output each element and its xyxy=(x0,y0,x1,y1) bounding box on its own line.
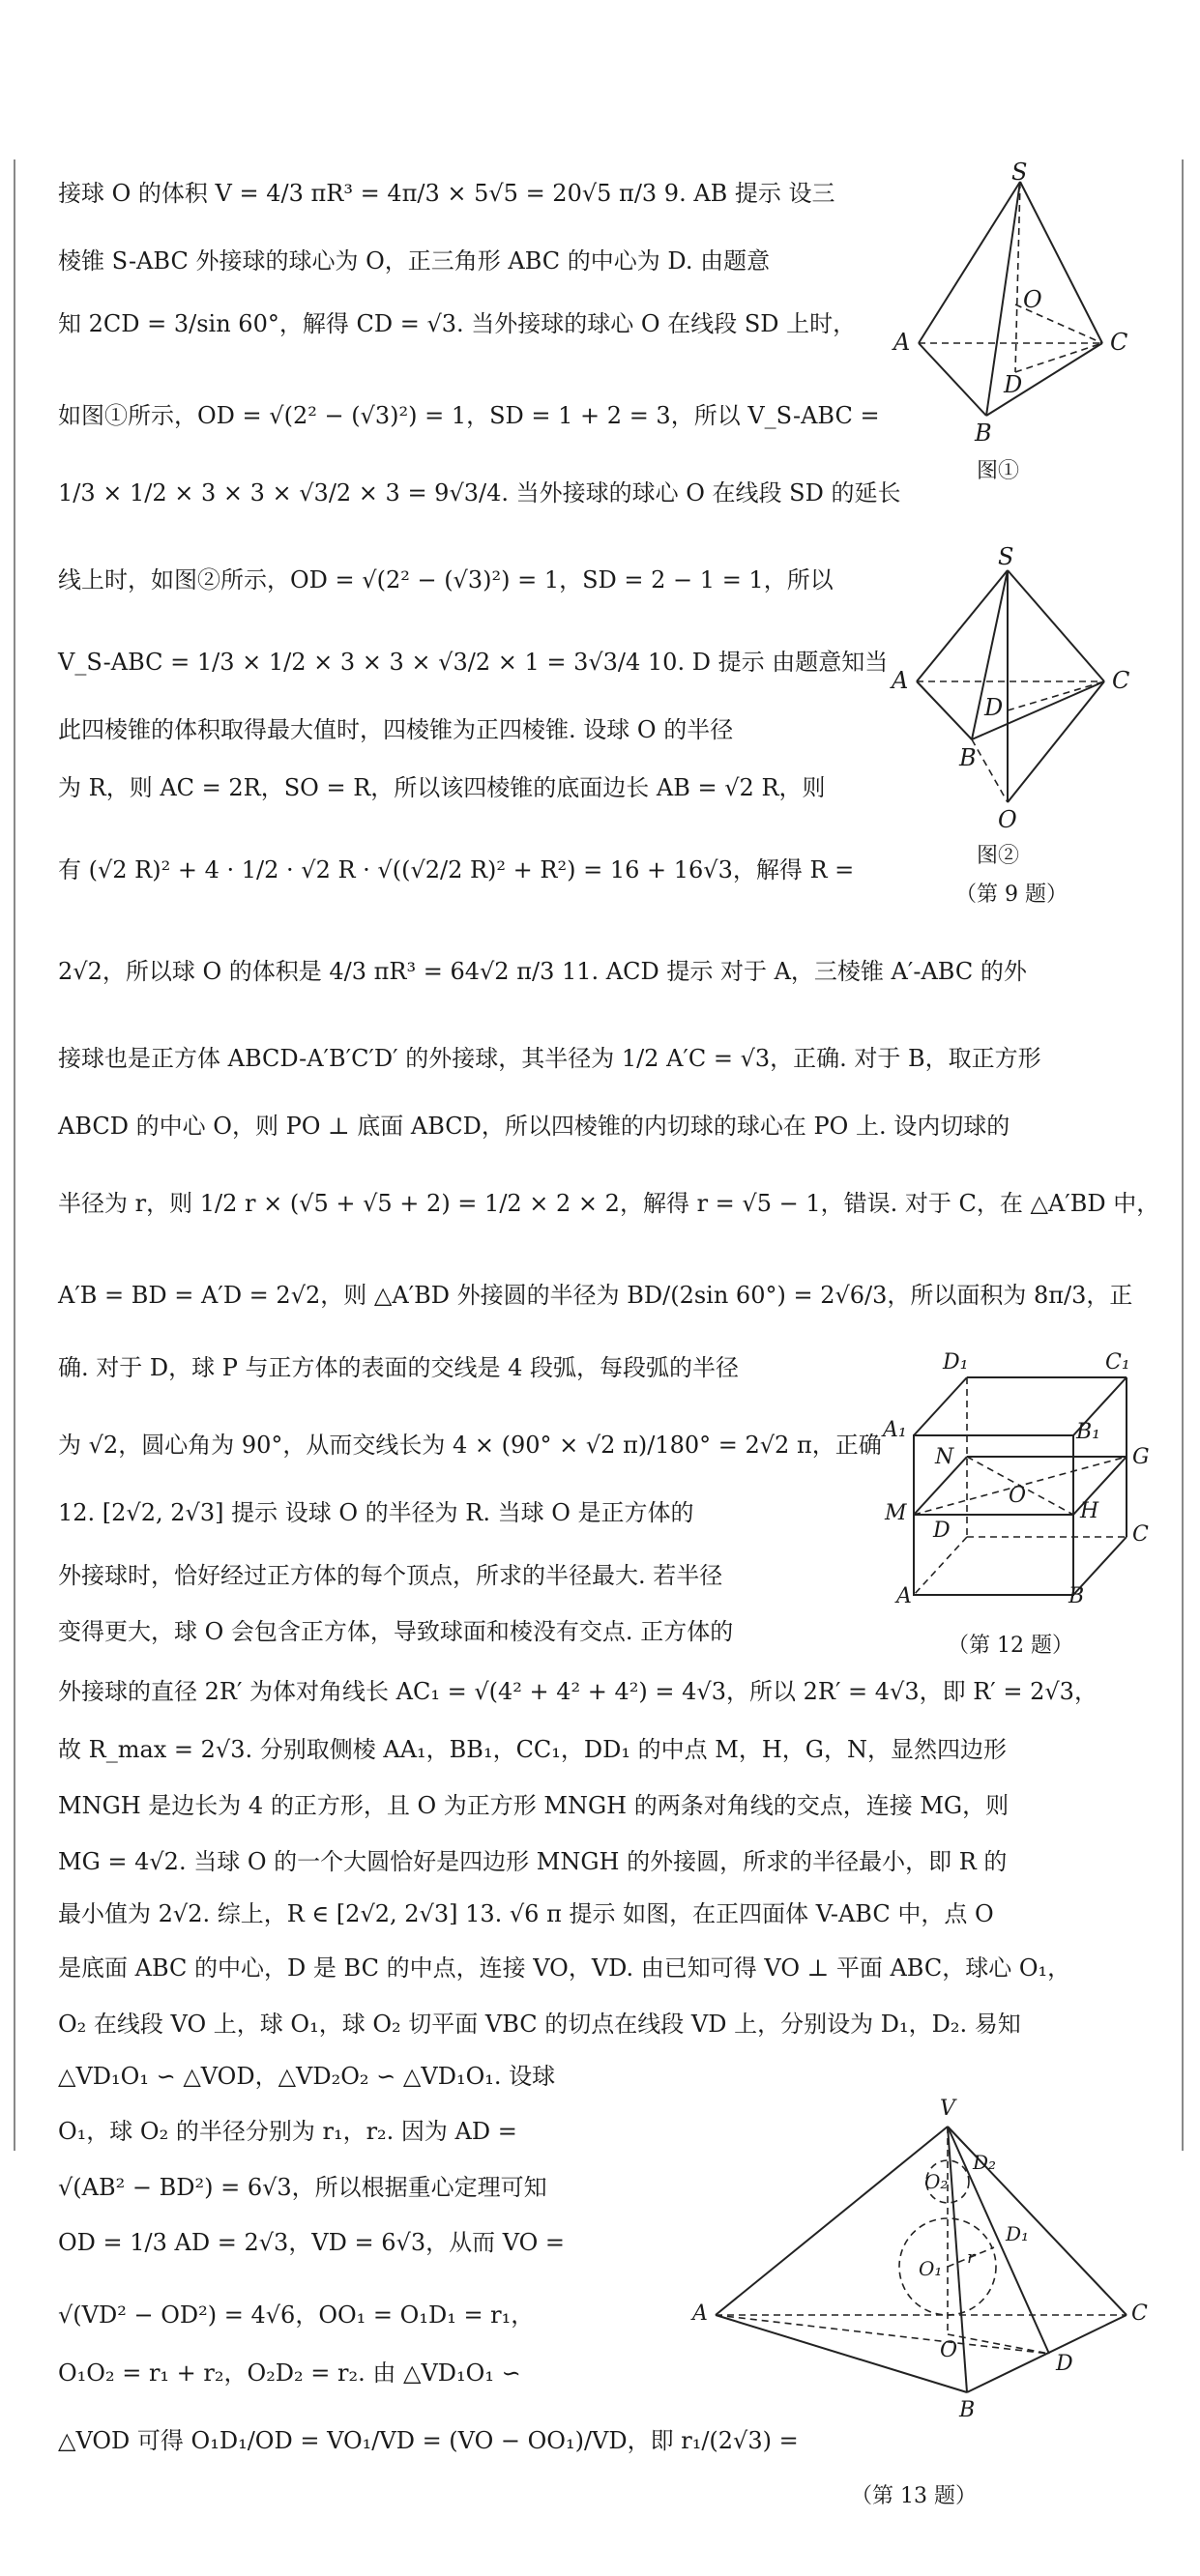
fig13-label-c: C xyxy=(1131,2301,1148,2326)
fig12-label-c: C xyxy=(1132,1522,1149,1547)
text-line-27: O₂ 在线段 VO 上，球 O₁，球 O₂ 切平面 VBC 的切点在线段 VD 上，分别设为 D₁，D₂. 易知 xyxy=(58,2011,1021,2038)
fig1-label-b: B xyxy=(975,420,992,447)
figure-12-caption: （第 12 题） xyxy=(948,1634,1073,1658)
fig1-label-s: S xyxy=(1011,159,1028,186)
right-margin-rule xyxy=(1182,159,1184,2151)
figure-13-tetrahedron xyxy=(687,2097,1151,2422)
text-line-20: 变得更大，球 O 会包含正方体，导致球面和棱没有交点. 正方体的 xyxy=(58,1618,734,1645)
fig12-label-c1: C₁ xyxy=(1105,1350,1130,1375)
text-line-28: △VD₁O₁ ∽ △VOD，△VD₂O₂ ∽ △VD₁O₁. 设球 xyxy=(58,2063,556,2090)
text-line-1: 接球 O 的体积 V = 4/3 πR³ = 4π/3 × 5√5 = 20√5 π/3 9. AB 提示 设三 xyxy=(58,180,835,207)
fig13-label-o1: O₁ xyxy=(919,2257,943,2280)
figure-2-tetrahedron xyxy=(890,543,1141,841)
fig13-label-b: B xyxy=(959,2398,976,2422)
text-line-4: 如图①所示，OD = √(2² − (√3)²) = 1，SD = 1 + 2 = 3，所以 V_S-ABC = xyxy=(58,402,880,429)
fig12-label-b: B xyxy=(1068,1584,1085,1608)
fig12-label-b1: B₁ xyxy=(1076,1420,1100,1444)
figure-12-cube xyxy=(875,1348,1156,1619)
fig2-label-b: B xyxy=(959,744,977,771)
text-line-29: O₁，球 O₂ 的半径分别为 r₁，r₂. 因为 AD = xyxy=(58,2118,517,2145)
text-line-10: 有 (√2 R)² + 4 · 1/2 · √2 R · √((√2/2 R)² + R²) = 16 + 16√3，解得 R = xyxy=(58,856,855,883)
text-line-14: 半径为 r，则 1/2 r × (√5 + √5 + 2) = 1/2 × 2 × 2，解得 r = √5 − 1，错误. 对于 C，在 △A′BD 中， xyxy=(58,1190,1160,1217)
figure-1-caption: 图① xyxy=(977,459,1020,483)
text-line-9: 为 R，则 AC = 2R，SO = R，所以该四棱锥的底面边长 AB = √2 R，则 xyxy=(58,774,826,801)
fig13-label-o: O xyxy=(940,2338,958,2362)
text-line-22: 故 R_max = 2√3. 分别取侧棱 AA₁，BB₁，CC₁，DD₁ 的中点 M，H，G，N，显然四边形 xyxy=(58,1736,1007,1763)
text-line-33: O₁O₂ = r₁ + r₂，O₂D₂ = r₂. 由 △VD₁O₁ ∽ xyxy=(58,2359,521,2387)
figure-13-caption: （第 13 题） xyxy=(851,2484,977,2508)
text-line-8: 此四棱锥的体积取得最大值时，四棱锥为正四棱锥. 设球 O 的半径 xyxy=(58,716,734,743)
fig1-label-c: C xyxy=(1110,329,1128,356)
fig12-label-o: O xyxy=(1009,1484,1027,1508)
text-line-3: 知 2CD = 3/sin 60°，解得 CD = √3. 当外接球的球心 O 在线段 SD 上时， xyxy=(58,310,857,337)
text-line-30: √(AB² − BD²) = 6√3，所以根据重心定理可知 xyxy=(58,2174,547,2201)
fig2-label-o: O xyxy=(998,806,1017,833)
figure-2-caption: 图② xyxy=(977,844,1020,868)
fig13-label-v: V xyxy=(940,2097,955,2121)
text-line-31: OD = 1/3 AD = 2√3，VD = 6√3，从而 VO = xyxy=(58,2229,566,2256)
fig13-label-r: r xyxy=(967,2247,976,2268)
fig12-label-d1: D₁ xyxy=(943,1350,969,1375)
text-line-6: 线上时，如图②所示，OD = √(2² − (√3)²) = 1，SD = 2 − 1 = 1，所以 xyxy=(58,566,834,593)
text-line-5: 1/3 × 1/2 × 3 × 3 × √3/2 × 3 = 9√3/4. 当外接球的球心 O 在线段 SD 的延长 xyxy=(58,479,901,507)
text-line-2: 棱锥 S-ABC 外接球的球心为 O，正三角形 ABC 的中心为 D. 由题意 xyxy=(58,247,771,275)
text-line-25: 最小值为 2√2. 综上，R ∈ [2√2, 2√3] 13. √6 π 提示 如图，在正四面体 V-ABC 中，点 O xyxy=(58,1900,994,1927)
fig13-label-d1: D₁ xyxy=(1006,2222,1030,2245)
text-line-21: 外接球的直径 2R′ 为体对角线长 AC₁ = √(4² + 4² + 4²) = 4√3，所以 2R′ = 4√3，即 R′ = 2√3， xyxy=(58,1678,1098,1705)
text-line-17: 为 √2，圆心角为 90°，从而交线长为 4 × (90° × √2 π)/180° = 2√2 π，正确 xyxy=(58,1432,882,1459)
fig2-label-a: A xyxy=(892,667,909,694)
fig12-label-n: N xyxy=(935,1445,954,1469)
fig12-label-g: G xyxy=(1132,1445,1150,1469)
text-line-11: 2√2，所以球 O 的体积是 4/3 πR³ = 64√2 π/3 11. ACD 提示 对于 A，三棱锥 A′-ABC 的外 xyxy=(58,958,1027,985)
fig1-label-d: D xyxy=(1004,371,1023,398)
fig12-label-m: M xyxy=(885,1501,907,1525)
text-line-32: √(VD² − OD²) = 4√6，OO₁ = O₁D₁ = r₁， xyxy=(58,2301,535,2329)
text-line-13: ABCD 的中心 O，则 PO ⊥ 底面 ABCD，所以四棱锥的内切球的球心在 PO 上. 设内切球的 xyxy=(58,1113,1010,1140)
fig13-label-d: D xyxy=(1056,2352,1073,2376)
fig12-label-a: A xyxy=(896,1584,912,1608)
fig2-label-d: D xyxy=(984,694,1004,721)
text-line-7: V_S-ABC = 1/3 × 1/2 × 3 × 3 × √3/2 × 1 = 3√3/4 10. D 提示 由题意知当 xyxy=(58,649,889,676)
figure-1-tetrahedron xyxy=(890,159,1141,454)
text-line-15: A′B = BD = A′D = 2√2，则 △A′BD 外接圆的半径为 BD/(2sin 60°) = 2√6/3，所以面积为 8π/3，正 xyxy=(58,1282,1133,1309)
text-line-26: 是底面 ABC 的中心，D 是 BC 的中点，连接 VO，VD. 由已知可得 VO ⊥ 平面 ABC，球心 O₁， xyxy=(58,1954,1071,1982)
text-line-18: 12. [2√2, 2√3] 提示 设球 O 的半径为 R. 当球 O 是正方体的 xyxy=(58,1499,694,1526)
text-line-12: 接球也是正方体 ABCD-A′B′C′D′ 的外接球，其半径为 1/2 A′C = √3，正确. 对于 B，取正方形 xyxy=(58,1045,1041,1072)
fig12-label-a1: A₁ xyxy=(883,1418,907,1442)
fig13-label-d2: D₂ xyxy=(973,2151,997,2174)
text-line-16: 确. 对于 D，球 P 与正方体的表面的交线是 4 段弧，每段弧的半径 xyxy=(58,1354,740,1381)
fig12-label-d: D xyxy=(933,1519,951,1543)
left-margin-rule xyxy=(14,159,15,2151)
text-line-23: MNGH 是边长为 4 的正方形，且 O 为正方形 MNGH 的两条对角线的交点，连接 MG，则 xyxy=(58,1792,1010,1819)
text-line-24: MG = 4√2. 当球 O 的一个大圆恰好是四边形 MNGH 的外接圆，所求的半径最小，即 R 的 xyxy=(58,1848,1008,1875)
fig2-label-c: C xyxy=(1112,667,1130,694)
fig13-label-o2: O₂ xyxy=(924,2170,949,2193)
fig2-label-s: S xyxy=(998,543,1014,570)
fig1-label-a: A xyxy=(893,329,911,356)
figure-9-caption: （第 9 题） xyxy=(955,883,1068,907)
fig1-label-o: O xyxy=(1023,286,1042,313)
fig12-label-h: H xyxy=(1080,1499,1099,1523)
text-line-19: 外接球时，恰好经过正方体的每个顶点，所求的半径最大. 若半径 xyxy=(58,1562,723,1589)
text-line-34: △VOD 可得 O₁D₁/OD = VO₁/VD = (VO − OO₁)/VD，即 r₁/(2√3) = xyxy=(58,2427,799,2454)
fig13-label-a: A xyxy=(692,2301,708,2326)
